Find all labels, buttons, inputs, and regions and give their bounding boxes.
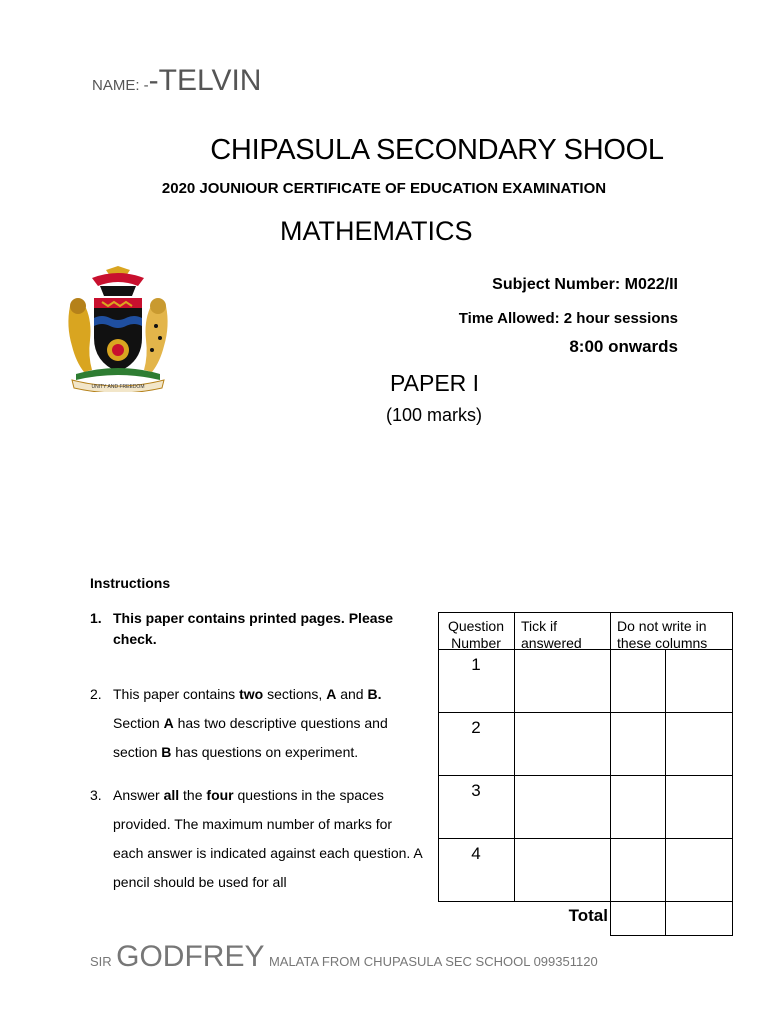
instruction-text-part: Section (113, 715, 164, 731)
header-line: Do not write in (617, 618, 707, 634)
name-label: NAME: - (92, 77, 149, 94)
column-header-tick (521, 618, 610, 649)
instruction-text (113, 781, 422, 897)
table-border (610, 935, 733, 936)
question-number-cell: 3 (471, 781, 481, 800)
question-number-cell: 4 (471, 844, 481, 863)
header-line: Tick if (521, 618, 558, 634)
table-border (732, 612, 733, 936)
subject-number: Subject Number: M022/II (492, 276, 678, 293)
table-border (438, 612, 733, 613)
question-number-cell: 2 (471, 718, 481, 737)
instruction-text-part: has questions on experiment. (171, 744, 359, 760)
time-allowed: Time Allowed: 2 hour sessions (458, 310, 678, 327)
emphasis-two: two (239, 686, 264, 702)
instruction-number: 1. (90, 610, 102, 626)
emphasis-section-a: A (163, 715, 174, 731)
header-line: Number (451, 635, 501, 649)
paper-marks: (100 marks) (386, 405, 483, 425)
table-border (438, 901, 733, 902)
instructions-heading: Instructions (90, 575, 171, 591)
instruction-text-part: the (179, 787, 207, 803)
subject-title: MATHEMATICS (280, 216, 473, 246)
name-value: -TELVIN (148, 64, 262, 97)
table-border (438, 712, 733, 713)
total-label: Total (568, 906, 608, 925)
table-border (438, 649, 733, 650)
footer-name: GODFREY (116, 940, 265, 973)
instruction-text-part: sections, (263, 686, 327, 702)
marks-table (438, 612, 733, 936)
table-border (610, 612, 611, 936)
header-line: answered (521, 635, 582, 649)
footer-prefix: SIR (90, 954, 112, 969)
emphasis-section-b: B. (367, 686, 382, 702)
svg-text:UNITY AND FREEDOM: UNITY AND FREEDOM (91, 384, 145, 390)
question-number-cell: 1 (471, 655, 481, 674)
instruction-number: 2. (90, 686, 102, 702)
instruction-text-part: This paper contains printed pages. Please check. (113, 610, 394, 647)
instruction-item (90, 781, 422, 897)
start-time: 8:00 onwards (569, 337, 678, 356)
instruction-text-part: This paper contains (113, 686, 240, 702)
instruction-text (113, 608, 422, 650)
emphasis-section-a: A (326, 686, 337, 702)
emphasis-four: four (206, 787, 234, 803)
table-border (438, 775, 733, 776)
school-title: CHIPASULA SECONDARY SHOOL (210, 134, 664, 166)
footer-rest: MALATA FROM CHUPASULA SEC SCHOOL 099351120 (268, 954, 598, 969)
instruction-text-part: and (336, 686, 368, 702)
instruction-text-part: has two descriptive questions and section (113, 715, 388, 760)
instruction-text-part: questions in the spaces provided. The maximum number of marks for each answer is indicated against each question. A pencil should be used for all (113, 787, 422, 890)
emphasis-section-b: B (161, 744, 172, 760)
column-header-examiner (617, 618, 732, 649)
instruction-number: 3. (90, 787, 102, 803)
footer-credit (90, 940, 598, 974)
instruction-item (90, 608, 422, 650)
instruction-text (113, 680, 422, 767)
header-line: these columns (617, 635, 708, 649)
malawi-coat-of-arms-icon (62, 266, 174, 392)
paper-title: PAPER I (390, 370, 480, 396)
instruction-item (90, 680, 422, 767)
table-border (665, 649, 666, 936)
table-border (438, 838, 733, 839)
student-name-line (92, 64, 261, 98)
emphasis-all: all (163, 787, 180, 803)
table-border (514, 612, 515, 901)
header-line: Question (447, 618, 505, 634)
instruction-text-part: Answer (113, 787, 164, 803)
exam-title: 2020 JOUNIOUR CERTIFICATE OF EDUCATION EXAMINATION (161, 180, 607, 197)
column-header-question-number (438, 618, 514, 649)
